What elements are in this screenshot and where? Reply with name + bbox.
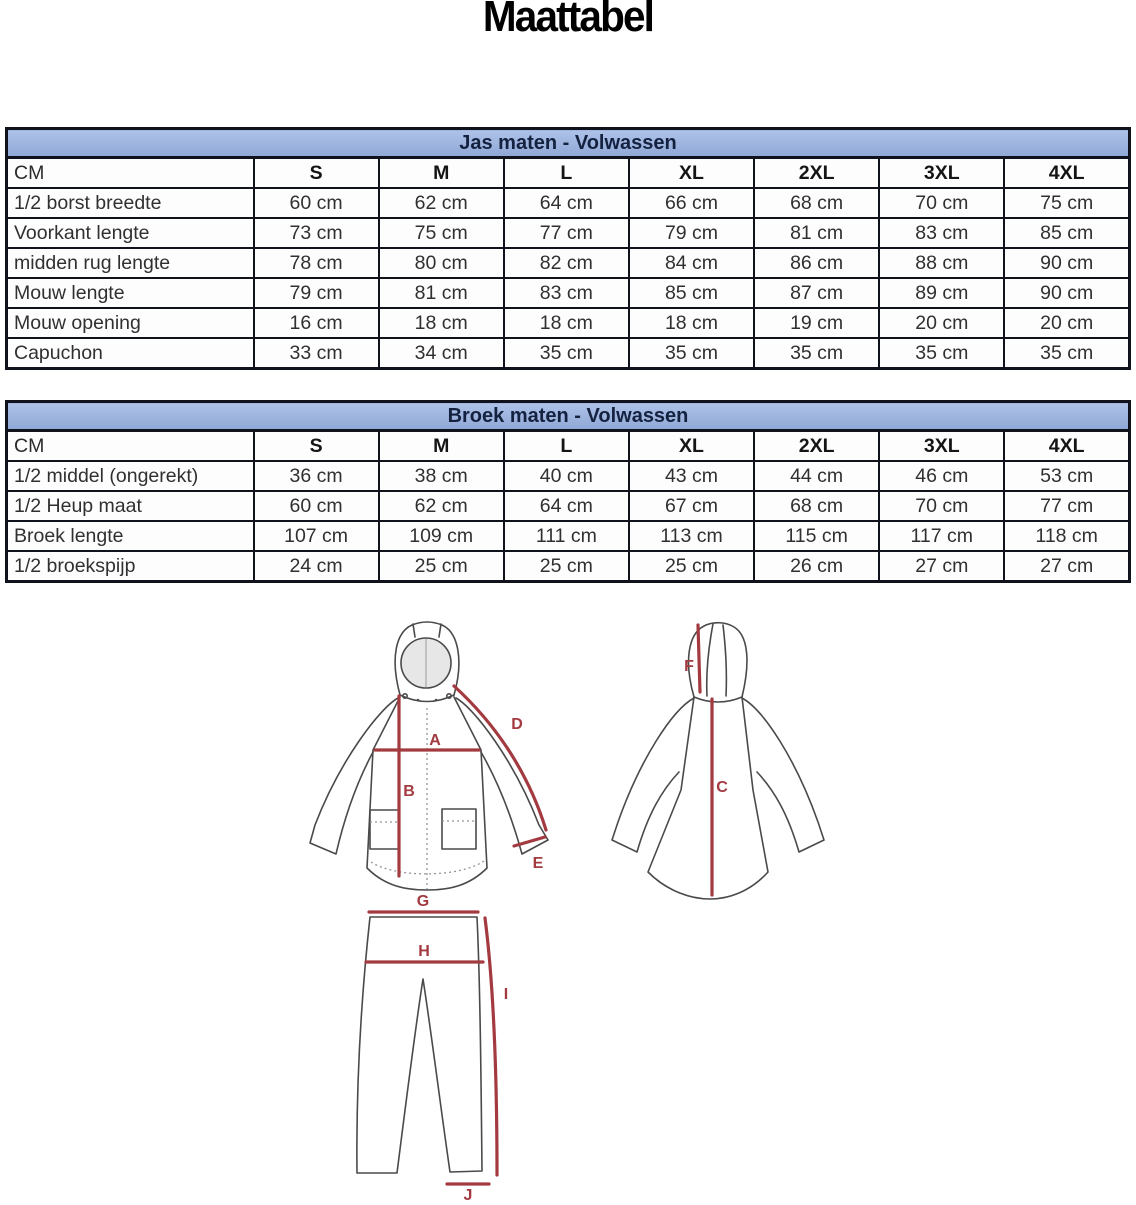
- table-row: [7, 278, 1130, 308]
- size-column-header: XL: [629, 431, 754, 462]
- measurement-value: 18 cm: [504, 308, 629, 338]
- measurement-value: 117 cm: [879, 521, 1004, 551]
- size-column-header: 4XL: [1004, 158, 1129, 189]
- measurement-value: 80 cm: [379, 248, 504, 278]
- measurement-label: Broek lengte: [7, 521, 254, 551]
- table-title: Broek maten - Volwassen: [7, 402, 1130, 431]
- measurement-value: 75 cm: [379, 218, 504, 248]
- size-column-header: 3XL: [879, 431, 1004, 462]
- hem-stitch-line: [371, 861, 484, 874]
- measurement-value: 68 cm: [754, 188, 879, 218]
- measurement-value: 84 cm: [629, 248, 754, 278]
- measurement-value: 67 cm: [629, 491, 754, 521]
- measurement-value: 25 cm: [504, 551, 629, 582]
- measurement-value: 36 cm: [254, 461, 379, 491]
- measurement-value: 35 cm: [504, 338, 629, 369]
- measurement-value: 86 cm: [754, 248, 879, 278]
- table-row: [7, 521, 1130, 551]
- measurement-value: 18 cm: [379, 308, 504, 338]
- jacket-back-right-sleeve: [742, 698, 824, 852]
- measurement-value: 70 cm: [879, 491, 1004, 521]
- measure-label-f: F: [684, 658, 694, 675]
- measurement-label: Mouw opening: [7, 308, 254, 338]
- measurement-label: Mouw lengte: [7, 278, 254, 308]
- size-column-header: 2XL: [754, 158, 879, 189]
- measurement-value: 34 cm: [379, 338, 504, 369]
- measurement-value: 24 cm: [254, 551, 379, 582]
- measurement-value: 64 cm: [504, 188, 629, 218]
- jacket-front-left-sleeve: [310, 698, 398, 854]
- measurement-value: 81 cm: [379, 278, 504, 308]
- measurement-value: 118 cm: [1004, 521, 1129, 551]
- measurement-value: 109 cm: [379, 521, 504, 551]
- measurement-value: 53 cm: [1004, 461, 1129, 491]
- measure-line-i: [485, 918, 497, 1175]
- size-column-header: L: [504, 158, 629, 189]
- measurement-value: 25 cm: [629, 551, 754, 582]
- size-column-header: M: [379, 431, 504, 462]
- measurement-value: 90 cm: [1004, 278, 1129, 308]
- table-title: Jas maten - Volwassen: [7, 129, 1130, 158]
- garment-diagram-svg: [0, 600, 1136, 1200]
- jacket-front-diagram: [310, 622, 548, 890]
- measurement-value: 38 cm: [379, 461, 504, 491]
- measurement-value: 90 cm: [1004, 248, 1129, 278]
- measurement-value: 20 cm: [1004, 308, 1129, 338]
- measure-label-a: A: [429, 732, 441, 749]
- size-column-header: XL: [629, 158, 754, 189]
- measure-label-i: I: [503, 986, 509, 1003]
- measurement-label: Voorkant lengte: [7, 218, 254, 248]
- jacket-back-left-sleeve: [612, 698, 694, 852]
- measurement-value: 89 cm: [879, 278, 1004, 308]
- measurement-label: Capuchon: [7, 338, 254, 369]
- table-row: [7, 491, 1130, 521]
- measurement-value: 115 cm: [754, 521, 879, 551]
- measurement-value: 35 cm: [629, 338, 754, 369]
- measurement-value: 27 cm: [879, 551, 1004, 582]
- size-column-header: S: [254, 431, 379, 462]
- measure-label-g: G: [416, 893, 430, 910]
- measurement-value: 66 cm: [629, 188, 754, 218]
- measurement-label: 1/2 broekspijp: [7, 551, 254, 582]
- measurement-value: 25 cm: [379, 551, 504, 582]
- table-row: [7, 248, 1130, 278]
- measurement-value: 73 cm: [254, 218, 379, 248]
- measurement-label: midden rug lengte: [7, 248, 254, 278]
- measure-label-c: C: [716, 779, 728, 796]
- measure-label-b: B: [403, 783, 415, 800]
- unit-header: CM: [7, 158, 254, 189]
- measurement-value: 18 cm: [629, 308, 754, 338]
- measurement-value: 88 cm: [879, 248, 1004, 278]
- jacket-front-right-sleeve: [456, 698, 548, 854]
- measurement-value: 85 cm: [1004, 218, 1129, 248]
- measurement-value: 44 cm: [754, 461, 879, 491]
- measure-label-h: H: [418, 943, 430, 960]
- measurement-value: 82 cm: [504, 248, 629, 278]
- size-column-header: M: [379, 158, 504, 189]
- measurement-value: 19 cm: [754, 308, 879, 338]
- measurement-value: 87 cm: [754, 278, 879, 308]
- measurement-diagrams: [0, 600, 1136, 1200]
- measurement-label: 1/2 Heup maat: [7, 491, 254, 521]
- measurement-value: 111 cm: [504, 521, 629, 551]
- measurement-value: 60 cm: [254, 188, 379, 218]
- measurement-value: 62 cm: [379, 491, 504, 521]
- measurement-value: 79 cm: [254, 278, 379, 308]
- size-column-header: 2XL: [754, 431, 879, 462]
- measurement-value: 77 cm: [1004, 491, 1129, 521]
- measurement-value: 78 cm: [254, 248, 379, 278]
- page-title: Maattabel: [482, 0, 654, 41]
- table-row: [7, 218, 1130, 248]
- size-column-header: 3XL: [879, 158, 1004, 189]
- size-column-header: L: [504, 431, 629, 462]
- hood-top-tab: [413, 624, 441, 637]
- measurement-label: 1/2 middel (ongerekt): [7, 461, 254, 491]
- measurement-value: 83 cm: [879, 218, 1004, 248]
- measure-label-j: J: [463, 1187, 473, 1200]
- table-row: [7, 402, 1130, 431]
- measurement-value: 16 cm: [254, 308, 379, 338]
- jacket-back-diagram: [612, 623, 824, 899]
- size-column-header: 4XL: [1004, 431, 1129, 462]
- table-row: [7, 431, 1130, 462]
- measurement-value: 60 cm: [254, 491, 379, 521]
- measurement-value: 64 cm: [504, 491, 629, 521]
- measurement-value: 83 cm: [504, 278, 629, 308]
- measurement-value: 40 cm: [504, 461, 629, 491]
- measurement-value: 20 cm: [879, 308, 1004, 338]
- measurement-value: 62 cm: [379, 188, 504, 218]
- right-pocket: [442, 809, 476, 849]
- measurement-value: 33 cm: [254, 338, 379, 369]
- unit-header: CM: [7, 431, 254, 462]
- measure-label-d: D: [511, 716, 523, 733]
- measure-label-e: E: [532, 855, 544, 872]
- measurement-value: 81 cm: [754, 218, 879, 248]
- measurement-value: 35 cm: [1004, 338, 1129, 369]
- left-pocket: [370, 810, 399, 849]
- measurement-value: 107 cm: [254, 521, 379, 551]
- measurement-value: 43 cm: [629, 461, 754, 491]
- measure-line-f: [698, 625, 700, 692]
- table-row: [7, 338, 1130, 369]
- measurement-label: 1/2 borst breedte: [7, 188, 254, 218]
- measurement-value: 26 cm: [754, 551, 879, 582]
- table-row: [7, 461, 1130, 491]
- pants-size-table: [5, 400, 1131, 583]
- table-row: [7, 308, 1130, 338]
- pants-diagram: [357, 893, 508, 1200]
- measurement-value: 70 cm: [879, 188, 1004, 218]
- measurement-value: 113 cm: [629, 521, 754, 551]
- measurement-value: 68 cm: [754, 491, 879, 521]
- size-column-header: S: [254, 158, 379, 189]
- measurement-value: 75 cm: [1004, 188, 1129, 218]
- table-row: [7, 551, 1130, 582]
- table-row: [7, 129, 1130, 158]
- measurement-value: 85 cm: [629, 278, 754, 308]
- measurement-value: 46 cm: [879, 461, 1004, 491]
- measurement-value: 77 cm: [504, 218, 629, 248]
- table-row: [7, 158, 1130, 189]
- measurement-value: 35 cm: [879, 338, 1004, 369]
- measurement-value: 79 cm: [629, 218, 754, 248]
- table-row: [7, 188, 1130, 218]
- jacket-size-table: [5, 127, 1131, 370]
- measurement-value: 27 cm: [1004, 551, 1129, 582]
- measurement-value: 35 cm: [754, 338, 879, 369]
